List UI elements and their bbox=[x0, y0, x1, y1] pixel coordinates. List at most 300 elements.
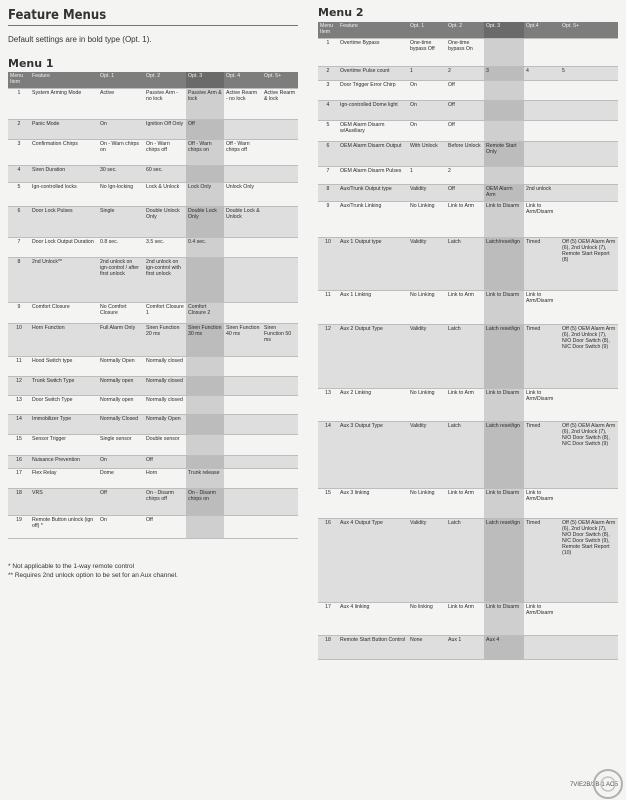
option-cell: 3.5 sec. bbox=[144, 238, 186, 258]
table-row bbox=[318, 238, 618, 291]
menu-item-number: 1 bbox=[8, 89, 30, 120]
menu-item-number: 9 bbox=[318, 202, 338, 238]
menu-item-number: 9 bbox=[8, 303, 30, 324]
option-cell: Ignition Off Only bbox=[144, 120, 186, 140]
feature-name: Flex Relay bbox=[30, 469, 98, 489]
menu2-body bbox=[318, 39, 618, 660]
option-cell: Link to Disarm bbox=[484, 389, 524, 422]
table-row bbox=[318, 603, 618, 636]
column-header: Opt. 5+ bbox=[262, 72, 298, 89]
option-cell: On bbox=[408, 121, 446, 142]
option-cell: Link to Arm/Disarm bbox=[524, 291, 560, 325]
option-cell: Off (5) OEM Alarm Arm (6), 2nd Unlock (7), N/O Door Switch (8), N/C Door Switch (9) bbox=[560, 325, 618, 389]
option-cell bbox=[560, 291, 618, 325]
option-cell: No Ign-locking bbox=[98, 183, 144, 207]
option-cell: 0.4 sec. bbox=[186, 238, 224, 258]
feature-name: OEM Alarm Disarm w/Auxiliary bbox=[338, 121, 408, 142]
option-cell: Off (5) OEM Alarm Arm (6), 2nd Unlock (7), N/O Door Switch (8), N/C Door Switch (9) bbox=[560, 422, 618, 489]
watermark-logo bbox=[566, 740, 626, 800]
menu1-body bbox=[8, 89, 298, 539]
menu-item-number: 2 bbox=[8, 120, 30, 140]
option-cell: 1 bbox=[408, 167, 446, 185]
table-row bbox=[318, 81, 618, 101]
option-cell bbox=[484, 81, 524, 101]
table-row bbox=[8, 89, 298, 120]
menu-item-number: 6 bbox=[8, 207, 30, 238]
option-cell bbox=[524, 167, 560, 185]
option-cell: 30 sec. bbox=[98, 166, 144, 183]
feature-name: Ign-controlled locks bbox=[30, 183, 98, 207]
option-cell: Latch reset/ign bbox=[484, 422, 524, 489]
table-row bbox=[318, 101, 618, 121]
option-cell bbox=[224, 489, 262, 516]
option-cell: 5 bbox=[560, 67, 618, 81]
option-cell bbox=[560, 202, 618, 238]
feature-name: Overtime Bypass bbox=[338, 39, 408, 67]
feature-name: Door Switch Type bbox=[30, 396, 98, 415]
option-cell bbox=[560, 603, 618, 636]
feature-name: Overtime Pulse count bbox=[338, 67, 408, 81]
menu-item-number: 13 bbox=[318, 389, 338, 422]
option-cell bbox=[224, 415, 262, 435]
feature-name: Siren Duration bbox=[30, 166, 98, 183]
option-cell bbox=[262, 120, 298, 140]
menu-item-number: 18 bbox=[8, 489, 30, 516]
option-cell: On - Disarm chirps off bbox=[144, 489, 186, 516]
menu2-heading: Menu 2 bbox=[318, 6, 364, 19]
option-cell: Off bbox=[144, 456, 186, 469]
option-cell: With Unlock bbox=[408, 142, 446, 167]
option-cell: No Linking bbox=[408, 291, 446, 325]
option-cell: Trunk release bbox=[186, 469, 224, 489]
option-cell: Passive Arm & lock bbox=[186, 89, 224, 120]
table-row bbox=[8, 166, 298, 183]
option-cell: Comfort Closure 1 bbox=[144, 303, 186, 324]
feature-name: Aux 4 linking bbox=[338, 603, 408, 636]
option-cell bbox=[524, 39, 560, 67]
option-cell: Normally closed bbox=[144, 357, 186, 377]
table-row bbox=[8, 183, 298, 207]
option-cell: Off bbox=[144, 516, 186, 539]
table-row bbox=[318, 39, 618, 67]
feature-name: Horn Function bbox=[30, 324, 98, 357]
menu-item-number: 13 bbox=[8, 396, 30, 415]
option-cell: Validity bbox=[408, 238, 446, 291]
option-cell: None bbox=[408, 636, 446, 660]
option-cell: No Linking bbox=[408, 389, 446, 422]
option-cell: On bbox=[98, 516, 144, 539]
option-cell bbox=[262, 489, 298, 516]
option-cell: Timed bbox=[524, 519, 560, 603]
table-row bbox=[318, 67, 618, 81]
table-row bbox=[8, 140, 298, 166]
feature-name: VRS bbox=[30, 489, 98, 516]
option-cell bbox=[524, 636, 560, 660]
table-row bbox=[8, 303, 298, 324]
menu-item-number: 17 bbox=[8, 469, 30, 489]
option-cell bbox=[484, 39, 524, 67]
option-cell bbox=[224, 456, 262, 469]
option-cell: 2nd unlock on ign-control with first unlock bbox=[144, 258, 186, 303]
option-cell: Validity bbox=[408, 519, 446, 603]
option-cell: Link to Disarm bbox=[484, 291, 524, 325]
option-cell bbox=[262, 238, 298, 258]
table-row bbox=[8, 435, 298, 456]
menu2-header-row bbox=[318, 22, 618, 39]
option-cell: Off bbox=[98, 489, 144, 516]
option-cell bbox=[484, 121, 524, 142]
page-title: Feature Menus bbox=[8, 8, 298, 26]
option-cell: Single bbox=[98, 207, 144, 238]
table-row bbox=[8, 120, 298, 140]
menu-item-number: 17 bbox=[318, 603, 338, 636]
option-cell: Full Alarm Only bbox=[98, 324, 144, 357]
option-cell: Latch reset/ign bbox=[484, 519, 524, 603]
column-header: Opt. 1 bbox=[408, 22, 446, 39]
option-cell: Lock & Unlock bbox=[144, 183, 186, 207]
option-cell: Link to Arm/Disarm bbox=[524, 389, 560, 422]
option-cell bbox=[224, 303, 262, 324]
table-row bbox=[8, 258, 298, 303]
option-cell bbox=[262, 258, 298, 303]
option-cell: OEM Alarm Arm bbox=[484, 185, 524, 202]
option-cell: 60 sec. bbox=[144, 166, 186, 183]
menu2-table bbox=[318, 22, 618, 660]
footnote: ** Requires 2nd unlock option to be set for an Aux channel. bbox=[8, 572, 178, 579]
option-cell: Validity bbox=[408, 185, 446, 202]
option-cell: 2 bbox=[446, 67, 484, 81]
feature-name: Ign-controlled Dome light bbox=[338, 101, 408, 121]
option-cell: Latch bbox=[446, 238, 484, 291]
option-cell: Timed bbox=[524, 325, 560, 389]
table-row bbox=[8, 238, 298, 258]
menu-item-number: 15 bbox=[318, 489, 338, 519]
option-cell bbox=[186, 456, 224, 469]
option-cell: Off (5) OEM Alarm Arm (6), 2nd Unlock (7), Remote Start Report (8) bbox=[560, 238, 618, 291]
menu-item-number: 12 bbox=[8, 377, 30, 396]
option-cell bbox=[186, 258, 224, 303]
option-cell: Off - Warn chirps on bbox=[186, 140, 224, 166]
option-cell bbox=[224, 120, 262, 140]
feature-name: Aux 1 Output type bbox=[338, 238, 408, 291]
feature-name: OEM Alarm Disarm Output bbox=[338, 142, 408, 167]
option-cell: Normally closed bbox=[144, 377, 186, 396]
table-row bbox=[318, 489, 618, 519]
column-header: Opt. 5+ bbox=[560, 22, 618, 39]
option-cell: Timed bbox=[524, 238, 560, 291]
option-cell: Link to Arm/Disarm bbox=[524, 603, 560, 636]
option-cell bbox=[484, 101, 524, 121]
menu-item-number: 10 bbox=[8, 324, 30, 357]
option-cell: Latch bbox=[446, 519, 484, 603]
table-row bbox=[8, 415, 298, 435]
option-cell bbox=[560, 489, 618, 519]
option-cell: Off bbox=[446, 81, 484, 101]
table-row bbox=[8, 489, 298, 516]
option-cell bbox=[262, 183, 298, 207]
option-cell bbox=[262, 377, 298, 396]
option-cell: On bbox=[98, 456, 144, 469]
option-cell: 2nd unlock on ign-control / after first unlock bbox=[98, 258, 144, 303]
table-row bbox=[318, 422, 618, 489]
option-cell: Off (5) OEM Alarm Arm (6), 2nd Unlock (7), N/O Door Switch (8), N/C Door Switch (9), Remote Start Report (10) bbox=[560, 519, 618, 603]
feature-name: Aux 3 Output Type bbox=[338, 422, 408, 489]
feature-name: Panic Mode bbox=[30, 120, 98, 140]
feature-name: 2nd Unlock** bbox=[30, 258, 98, 303]
column-header: Menu Item bbox=[8, 72, 30, 89]
table-row bbox=[318, 325, 618, 389]
option-cell: Passive Arm - no lock bbox=[144, 89, 186, 120]
option-cell: Dome bbox=[98, 469, 144, 489]
option-cell bbox=[186, 166, 224, 183]
feature-name: Aux/Trunk Output type bbox=[338, 185, 408, 202]
option-cell: 4 bbox=[524, 67, 560, 81]
menu-item-number: 8 bbox=[318, 185, 338, 202]
option-cell: Link to Disarm bbox=[484, 489, 524, 519]
column-header: Menu Item bbox=[318, 22, 338, 39]
feature-name: Aux 3 linking bbox=[338, 489, 408, 519]
menu-item-number: 15 bbox=[8, 435, 30, 456]
option-cell bbox=[560, 81, 618, 101]
option-cell: Normally open bbox=[98, 377, 144, 396]
option-cell: Siren Function 20 ms bbox=[144, 324, 186, 357]
table-row bbox=[318, 121, 618, 142]
option-cell: Latch bbox=[446, 325, 484, 389]
column-header: Opt. 3 bbox=[484, 22, 524, 39]
option-cell bbox=[262, 207, 298, 238]
option-cell: On bbox=[408, 81, 446, 101]
option-cell: 2nd unlock bbox=[524, 185, 560, 202]
option-cell: Horn bbox=[144, 469, 186, 489]
feature-name: Confirmation Chirps bbox=[30, 140, 98, 166]
option-cell: Normally closed bbox=[144, 396, 186, 415]
menu-item-number: 8 bbox=[8, 258, 30, 303]
option-cell bbox=[224, 238, 262, 258]
column-header: Opt.4 bbox=[524, 22, 560, 39]
feature-name: System Arming Mode bbox=[30, 89, 98, 120]
menu-item-number: 2 bbox=[318, 67, 338, 81]
table-row bbox=[8, 207, 298, 238]
column-header: Opt. 3 bbox=[186, 72, 224, 89]
feature-name: Aux/Trunk Linking bbox=[338, 202, 408, 238]
option-cell: No Linking bbox=[408, 489, 446, 519]
feature-name: Immobilizer Type bbox=[30, 415, 98, 435]
option-cell: Off bbox=[186, 120, 224, 140]
option-cell bbox=[186, 377, 224, 396]
option-cell: Link to Arm bbox=[446, 202, 484, 238]
feature-name: Remote Button unlock (ign off) * bbox=[30, 516, 98, 539]
feature-name: Remote Start Button Control bbox=[338, 636, 408, 660]
option-cell: Latch reset/ign bbox=[484, 325, 524, 389]
feature-name: Aux 2 Linking bbox=[338, 389, 408, 422]
option-cell: Double Lock Only bbox=[186, 207, 224, 238]
option-cell: Active bbox=[98, 89, 144, 120]
option-cell bbox=[262, 140, 298, 166]
menu-item-number: 16 bbox=[318, 519, 338, 603]
menu-item-number: 14 bbox=[8, 415, 30, 435]
menu-item-number: 1 bbox=[318, 39, 338, 67]
feature-name: OEM Alarm Disarm Pulses bbox=[338, 167, 408, 185]
menu-item-number: 11 bbox=[8, 357, 30, 377]
option-cell bbox=[224, 396, 262, 415]
option-cell: On - Warn chirps off bbox=[144, 140, 186, 166]
option-cell: On - Warn chirps on bbox=[98, 140, 144, 166]
option-cell bbox=[484, 167, 524, 185]
option-cell bbox=[224, 435, 262, 456]
option-cell: On - Disarm chirps on bbox=[186, 489, 224, 516]
menu-item-number: 10 bbox=[318, 238, 338, 291]
menu1-table bbox=[8, 72, 298, 539]
document-code: 7VIE2B/2B-1 AO5 bbox=[569, 782, 618, 788]
menu-item-number: 5 bbox=[8, 183, 30, 207]
option-cell bbox=[224, 516, 262, 539]
menu-item-number: 3 bbox=[318, 81, 338, 101]
menu1-heading: Menu 1 bbox=[8, 57, 54, 70]
option-cell: Unlock Only bbox=[224, 183, 262, 207]
feature-name: Aux 1 Linking bbox=[338, 291, 408, 325]
option-cell bbox=[224, 166, 262, 183]
table-row bbox=[318, 142, 618, 167]
option-cell bbox=[224, 357, 262, 377]
option-cell: On bbox=[408, 101, 446, 121]
option-cell: Aux 4 bbox=[484, 636, 524, 660]
table-row bbox=[318, 167, 618, 185]
option-cell: Link to Arm bbox=[446, 291, 484, 325]
menu-item-number: 7 bbox=[318, 167, 338, 185]
option-cell: Single sensor bbox=[98, 435, 144, 456]
option-cell bbox=[186, 415, 224, 435]
feature-name: Door Trigger Error Chirp bbox=[338, 81, 408, 101]
option-cell: Normally Open bbox=[144, 415, 186, 435]
feature-name: Aux 4 Output Type bbox=[338, 519, 408, 603]
option-cell: Double Unlock Only bbox=[144, 207, 186, 238]
option-cell: Siren Function 30 ms bbox=[186, 324, 224, 357]
menu-item-number: 19 bbox=[8, 516, 30, 539]
table-row bbox=[8, 469, 298, 489]
feature-name: Door Lock Output Duration bbox=[30, 238, 98, 258]
option-cell: Link to Arm/Disarm bbox=[524, 202, 560, 238]
option-cell: Off bbox=[446, 101, 484, 121]
option-cell: No Linking bbox=[408, 202, 446, 238]
column-header: Feature bbox=[338, 22, 408, 39]
option-cell: Link to Disarm bbox=[484, 603, 524, 636]
option-cell: 0.8 sec. bbox=[98, 238, 144, 258]
menu-item-number: 6 bbox=[318, 142, 338, 167]
option-cell: Active Rearm - no lock bbox=[224, 89, 262, 120]
feature-name: Hood Switch type bbox=[30, 357, 98, 377]
menu-item-number: 18 bbox=[318, 636, 338, 660]
table-row bbox=[318, 389, 618, 422]
option-cell bbox=[186, 516, 224, 539]
table-row bbox=[8, 324, 298, 357]
option-cell bbox=[224, 377, 262, 396]
table-row bbox=[8, 396, 298, 415]
option-cell: Normally open bbox=[98, 396, 144, 415]
option-cell bbox=[560, 142, 618, 167]
column-header: Opt. 1 bbox=[98, 72, 144, 89]
table-row bbox=[318, 519, 618, 603]
option-cell bbox=[262, 435, 298, 456]
option-cell: Link to Arm/Disarm bbox=[524, 489, 560, 519]
option-cell: 2 bbox=[446, 167, 484, 185]
column-header: Feature bbox=[30, 72, 98, 89]
option-cell bbox=[524, 121, 560, 142]
column-header: Opt. 4 bbox=[224, 72, 262, 89]
menu-item-number: 14 bbox=[318, 422, 338, 489]
option-cell bbox=[262, 456, 298, 469]
feature-name: Aux 2 Output Type bbox=[338, 325, 408, 389]
option-cell: Double sensor bbox=[144, 435, 186, 456]
option-cell bbox=[262, 303, 298, 324]
option-cell bbox=[560, 636, 618, 660]
option-cell: Lock Only bbox=[186, 183, 224, 207]
option-cell bbox=[262, 166, 298, 183]
option-cell: 3 bbox=[484, 67, 524, 81]
option-cell: 1 bbox=[408, 67, 446, 81]
column-header: Opt. 2 bbox=[446, 22, 484, 39]
option-cell: Normally Open bbox=[98, 357, 144, 377]
option-cell bbox=[560, 185, 618, 202]
menu-item-number: 3 bbox=[8, 140, 30, 166]
option-cell: On bbox=[98, 120, 144, 140]
menu-item-number: 11 bbox=[318, 291, 338, 325]
option-cell: Aux 1 bbox=[446, 636, 484, 660]
option-cell: Before Unlock bbox=[446, 142, 484, 167]
option-cell bbox=[524, 81, 560, 101]
feature-name: Nuisance Prevention bbox=[30, 456, 98, 469]
menu-item-number: 12 bbox=[318, 325, 338, 389]
option-cell bbox=[524, 142, 560, 167]
option-cell: No Comfort Closure bbox=[98, 303, 144, 324]
option-cell bbox=[262, 357, 298, 377]
option-cell bbox=[186, 357, 224, 377]
option-cell: Off bbox=[446, 121, 484, 142]
menu-item-number: 4 bbox=[8, 166, 30, 183]
option-cell: Remote Start Only bbox=[484, 142, 524, 167]
option-cell: No linking bbox=[408, 603, 446, 636]
feature-name: Door Lock Pulses bbox=[30, 207, 98, 238]
menu1-header-row bbox=[8, 72, 298, 89]
option-cell bbox=[262, 396, 298, 415]
option-cell: Latch bbox=[446, 422, 484, 489]
option-cell: Off bbox=[446, 185, 484, 202]
option-cell bbox=[560, 389, 618, 422]
option-cell: Comfort Closure 2 bbox=[186, 303, 224, 324]
option-cell bbox=[524, 101, 560, 121]
option-cell bbox=[262, 415, 298, 435]
option-cell: Link to Arm bbox=[446, 389, 484, 422]
table-row bbox=[8, 456, 298, 469]
feature-name: Sensor Trigger bbox=[30, 435, 98, 456]
option-cell: One-time bypass On bbox=[446, 39, 484, 67]
option-cell: Siren Function 40 ms bbox=[224, 324, 262, 357]
option-cell bbox=[224, 469, 262, 489]
table-row bbox=[318, 291, 618, 325]
footnotes bbox=[8, 562, 178, 580]
option-cell bbox=[186, 435, 224, 456]
default-note: Default settings are in bold type (Opt. 1). bbox=[8, 35, 152, 44]
feature-name: Comfort Closure bbox=[30, 303, 98, 324]
menu-item-number: 5 bbox=[318, 121, 338, 142]
table-row bbox=[318, 636, 618, 660]
option-cell bbox=[262, 469, 298, 489]
option-cell: Timed bbox=[524, 422, 560, 489]
option-cell: Validity bbox=[408, 422, 446, 489]
option-cell: Double Lock & Unlock bbox=[224, 207, 262, 238]
option-cell: Link to Arm bbox=[446, 489, 484, 519]
option-cell: Validity bbox=[408, 325, 446, 389]
feature-name: Trunk Switch Type bbox=[30, 377, 98, 396]
